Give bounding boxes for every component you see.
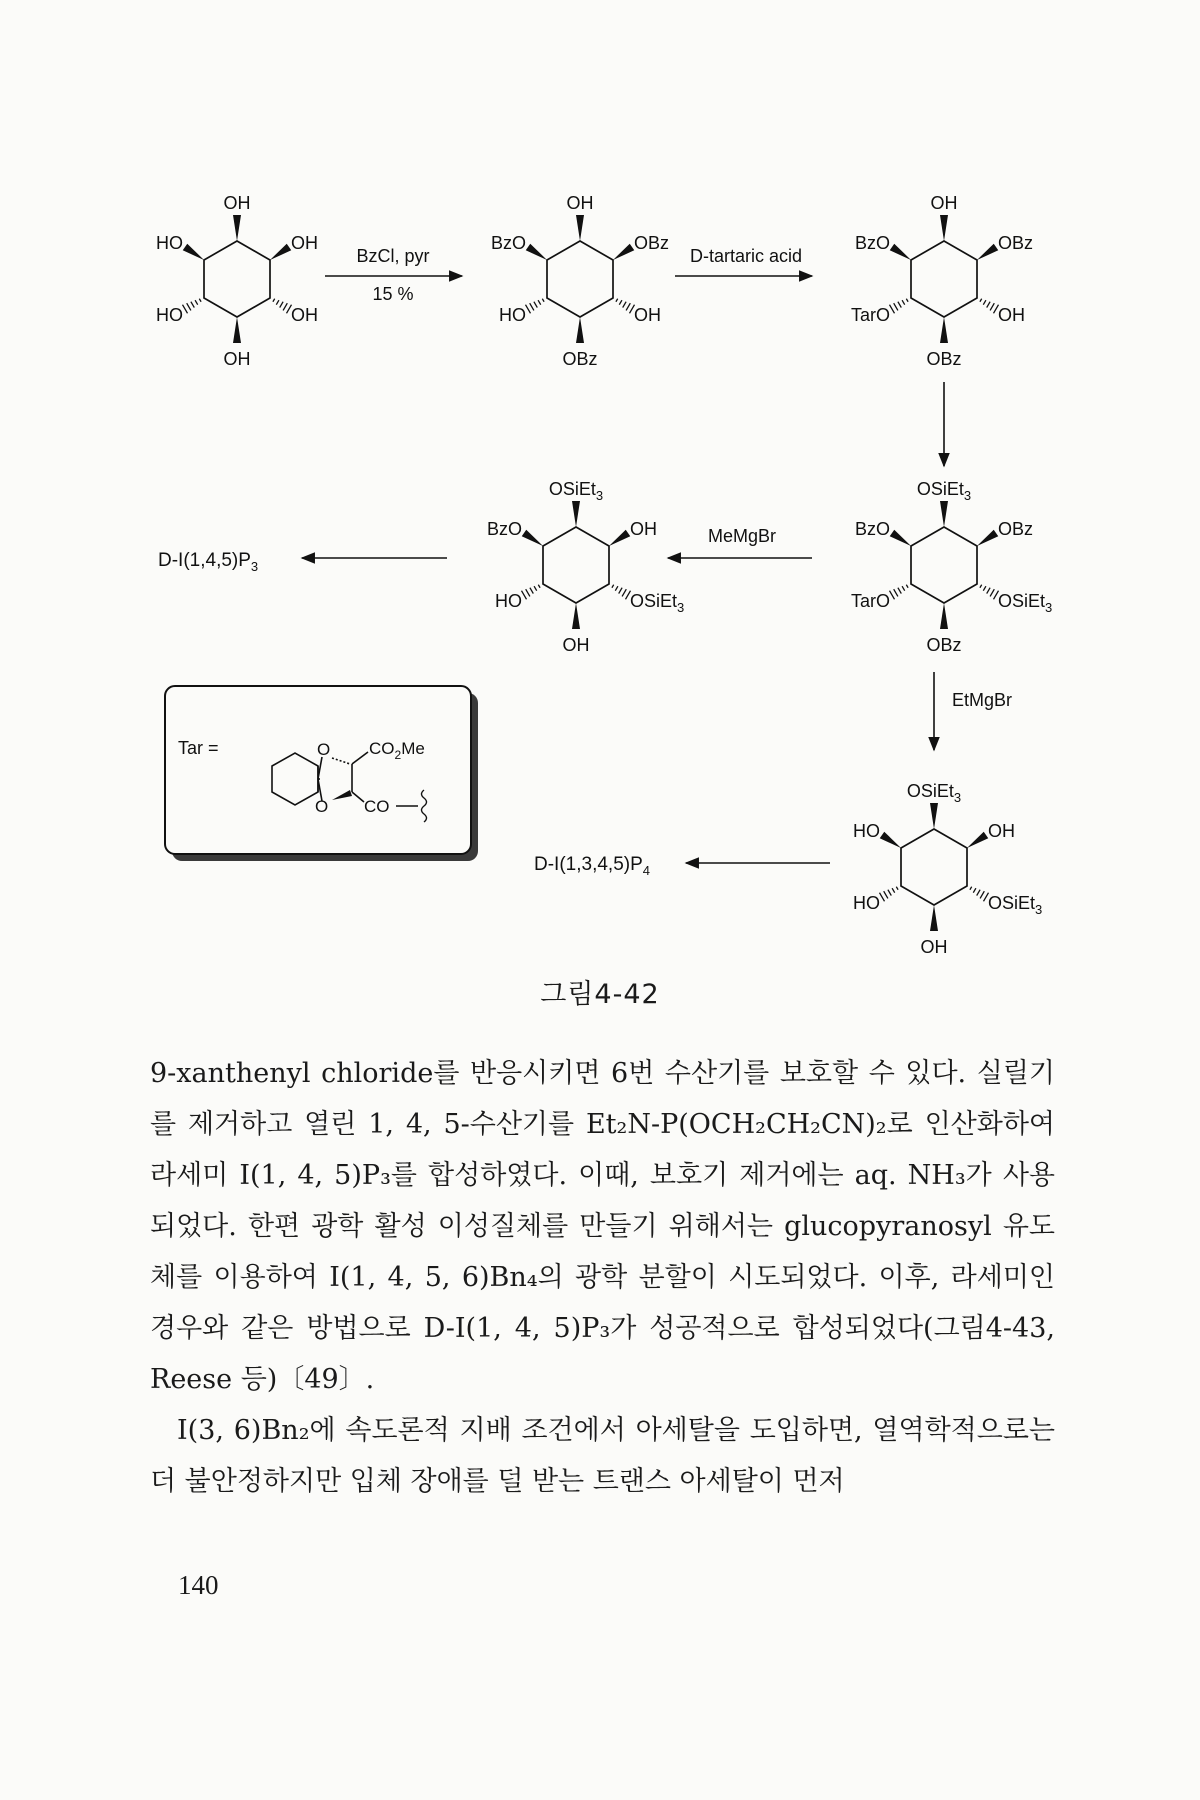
paragraph-1: 9-xanthenyl chloride를 반응시키면 6번 수산기를 보호할 수 있다. 실릴기를 제거하고 열린 1, 4, 5-수산기를 Et₂N-P(OCH₂CH₂CN)₂로 인산화하여 라세미 I(1, 4, 5)P₃를 합성하였다. 이때, 보호기 제거에는 aq. NH₃가 사용되었다. 한편 광학 활성 이성질체를 만들기 위해서는 glucopyranosyl 유도체를 이용하여 I(1, 4, 5, 6)Bn₄의 광학 분할이 시도되었다. 이후, 라세미인 경우와 같은 방법으로 D-I(1, 4, 5)P₃가 성공적으로 합성되었다(그림4-43, Reese 등)〔49〕. — [150, 1058, 1055, 1395]
substituent-label: OBz — [998, 233, 1034, 253]
substituent-label: HO — [495, 591, 522, 611]
reagent-bzcl: BzCl, pyr — [356, 246, 430, 266]
substituent-label: BzO — [486, 519, 522, 539]
substituent-label: OH — [630, 519, 657, 539]
substituent-label: TarO — [850, 591, 890, 611]
substituent-label: OH — [988, 821, 1015, 841]
substituent-label: TarO — [850, 305, 890, 325]
substituent-label: OBz — [634, 233, 670, 253]
molecule-myo-inositol — [156, 193, 318, 369]
paragraph-2: I(3, 6)Bn₂에 속도론적 지배 조건에서 아세탈을 도입하면, 열역학적으로는 더 불안정하지만 입체 장애를 덜 받는 트랜스 아세탈이 먼저 — [150, 1415, 1055, 1497]
substituent-label: OSiEt$_3$ — [630, 591, 685, 615]
product-ip4: $D-I(1,3,4,5)P_4$ — [534, 854, 650, 878]
tar-definition-box — [165, 686, 478, 861]
substituent-label: HO — [499, 305, 526, 325]
reagent-memgbr: MeMgBr — [707, 526, 777, 546]
substituent-label: OH — [566, 193, 594, 213]
reagent-yield: 15 % — [372, 284, 414, 304]
substituent-label: OSiEt$_3$ — [906, 781, 962, 805]
substituent-label: OSiEt$_3$ — [916, 479, 972, 503]
dioxolane-o-bottom: O — [315, 797, 329, 816]
substituent-label: HO — [853, 821, 880, 841]
substituent-label: OBz — [926, 349, 962, 369]
substituent-label: OBz — [998, 519, 1034, 539]
substituent-label: OBz — [926, 635, 962, 655]
substituent-label: OH — [291, 233, 318, 253]
substituent-label: OH — [223, 349, 251, 369]
substituent-label: OH — [291, 305, 318, 325]
substituent-label: OH — [223, 193, 251, 213]
substituent-label: BzO — [854, 519, 890, 539]
substituent-label: OSiEt$_3$ — [988, 893, 1043, 917]
molecule-tartrate-ester — [851, 193, 1033, 369]
ester-group: $CO_2Me$ — [369, 739, 425, 762]
molecule-tribenzoate — [491, 193, 669, 369]
molecule-memgbr-product — [487, 479, 684, 655]
page-number: 140 — [178, 1570, 219, 1600]
substituent-label: OH — [920, 937, 948, 957]
substituent-label: BzO — [854, 233, 890, 253]
substituent-label: OSiEt$_3$ — [548, 479, 604, 503]
substituent-label: OH — [930, 193, 958, 213]
substituent-label: HO — [156, 233, 183, 253]
substituent-label: BzO — [490, 233, 526, 253]
dioxolane-o-top: O — [317, 740, 331, 759]
substituent-label: HO — [156, 305, 183, 325]
substituent-label: HO — [853, 893, 880, 913]
molecule-silylated — [851, 479, 1052, 655]
reagent-tartaric: D-tartaric acid — [689, 246, 803, 266]
substituent-label: OH — [634, 305, 661, 325]
substituent-label: OBz — [562, 349, 598, 369]
reagent-etmgbr: EtMgBr — [952, 690, 1013, 710]
substituent-label: OSiEt$_3$ — [998, 591, 1053, 615]
substituent-label: OH — [562, 635, 590, 655]
tar-label: Tar = — [178, 738, 219, 758]
product-ip3: $D-I(1,4,5)P_3$ — [158, 550, 259, 574]
acyl-group: CO — [364, 797, 390, 816]
molecule-etmgbr-product — [853, 781, 1042, 957]
substituent-label: OH — [998, 305, 1025, 325]
body-text — [150, 1048, 1055, 1507]
figure-caption: 그림4-42 — [540, 979, 660, 1010]
